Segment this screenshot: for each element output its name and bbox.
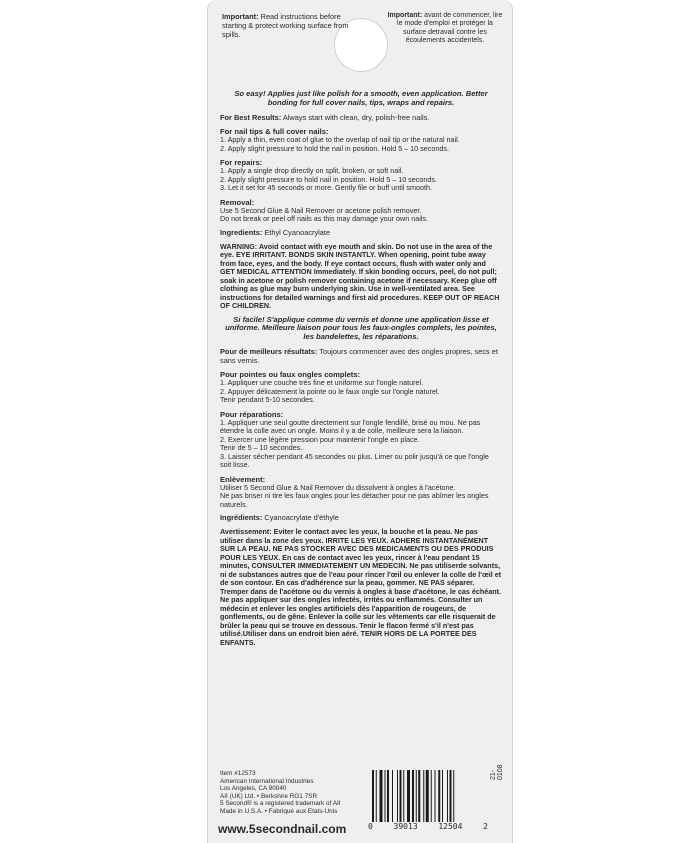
important-note-en: Important: Read instructions before starting & protect working surface from spills. (222, 12, 349, 39)
website-url: www.5secondnail.com (218, 822, 347, 836)
warning-en: WARNING: Avoid contact with eye mouth and skin. Do not use in the area of the eye. EYE IRRITANT. BONDS SKIN INSTANTLY. When opening, point tube away from face, eyes, and the body. If eye contact occurs, flush with water only and GET MEDICAL ATTENTION Immediately. If skin bonding occurs, peel, do not pull; soak in acetone or polish remover containing acetone if necessary. Keep glue off clothing as glue may burn underlying skin. Use in well-ventilated area. See instructions for detailed warnings and first aid procedures. KEEP OUT OF REACH OF CHILDREN. (220, 241, 500, 310)
barcode-digits: 0 39013 12504 2 (368, 822, 488, 831)
repairs-section-fr: Pour réparations: 1. Appliquer une seul goutte directement sur l'ongle fendillé, brisé ou mou. Ne pas étendre la colle avec un ongle. Moins il y a de colle, meilleure sera la liaison. 2. Exercer une légère pression pour maintenir l'ongle en place. Tenir de 5 – 10 secondes. 3. Laisser sécher pendant 45 secondes ou plus. Limer ou polir jusqu'à ce que l'ongle soit lisse. (220, 409, 489, 470)
removal-section-fr: Enlèvement: Utiliser 5 Second Glue & Nail Remover du dissolvent à ongles à l'acétone. Ne pas briser ni tire les faux ongles pour les détacher pour ne pas abîmer les ongles naturels. (220, 474, 489, 509)
nail-tips-section-fr: Pour pointes ou faux ongles complets: 1. Appliquer une couche très fine et uniforme sur l'ongle naturel. 2. Appuyer délicatement la pointe ou le faux ongle sur l'ongle naturel. Tenir pendant 5-10 secondes. (220, 370, 440, 405)
manufacturer-info: Item #12573 American International Industries Los Angeles, CA 90040 AII (UK) Ltd. • Berkshire RG1 7SR 5 Second® is a registered trademark of AII Made in U.S.A. • Fabriqué aux Etats-Unis (220, 770, 341, 815)
warning-fr: Avertissement: Eviter le contact avec les yeux, la bouche et la peau. Ne pas utiliser dans la zone des yeux. IRRITE LES YEUX. ADHERE INSTANTANÉMENT SUR LA PEAU. NE PAS STOCKER AVEC DES MEDICAMENTS OU DES PRODUIS POUR LES YEUX. En cas de contact avec les yeux, rincer à l'eau pendant 15 minutes, CONSULTER IMMEDIATEMENT UN MEDECIN. Ne pas utiliserde solvants, ni de substances autres que de l'eau pour rincer l'œil ou enlever la colle de l'œil et de son contour. En cas d'adhérence sur la peau, gommer. NE PAS séparer. Tremper dans de l'acétone ou du vernis à ongles à base d'acétone, le cas échéant. Ne pas appliquer sur des ongles infectés, irrités ou enflammés. Consulter un médecin et enlever les ongles artificiels dès l'apparition de rougeurs, de gonflements, ou de gêne. Enlever la colle sur les vêtements car elle risquerait de brûler la peau qui se trouve en dessous. Tenir le flacon fermé s'il n'est pas utilisé.Utiliser dans un endroit bien aéré. TENIR HORS DE LA PORTEE DES ENFANTS. (220, 527, 502, 647)
removal-section: Removal: Use 5 Second Glue & Nail Remover or acetone polish remover. Do not break or peel off nails as this may damage your own nails. (220, 197, 429, 224)
repairs-section: For repairs: 1. Apply a single drop directly on split, broken, or soft nail. 2. Apply slight pressure to hold nail in position. Hold 5 – 10 seconds. 3. Let it set for 45 seconds or more. Gently file or buff until smooth. (220, 158, 437, 193)
important-note-fr: Important: avant de commencer, lire le mode d'emploi et protéger la surface detravail contre les écoulements accidentels. (387, 12, 503, 45)
best-results-fr: Pour de meilleurs résultats: Toujours commencer avec des ongles propres, secs et sans vernis. (220, 346, 498, 365)
side-code: 21-0108 (490, 764, 504, 780)
ingredients: Ingredients: Ethyl Cyanoacrylate (220, 227, 331, 237)
tagline-en: So easy! Applies just like polish for a smooth, even application. Better bonding for full cover nails, tips, wraps and repairs. (234, 89, 488, 107)
tagline-fr: Si facile! S'applique comme du vernis et donne une application lisse et uniforme. Meilleure liaison pour tous les faux-ongles complets, les pointes, les bandelettes, les réparations. (225, 314, 497, 342)
instructions-body (220, 90, 502, 652)
package-card (207, 0, 513, 843)
ingredients-fr: Ingrédients: Cyanoacrylate d'éthyle (220, 513, 339, 523)
best-results: For Best Results: Always start with clean, dry, polish-free nails. (220, 112, 430, 122)
nail-tips-section: For nail tips & full cover nails: 1. Apply a thin, even coat of glue to the overlap of nail tip or the natural nail. 2. Apply slight pressure to hold the nail in position. Hold 5 – 10 seconds. (220, 127, 460, 153)
